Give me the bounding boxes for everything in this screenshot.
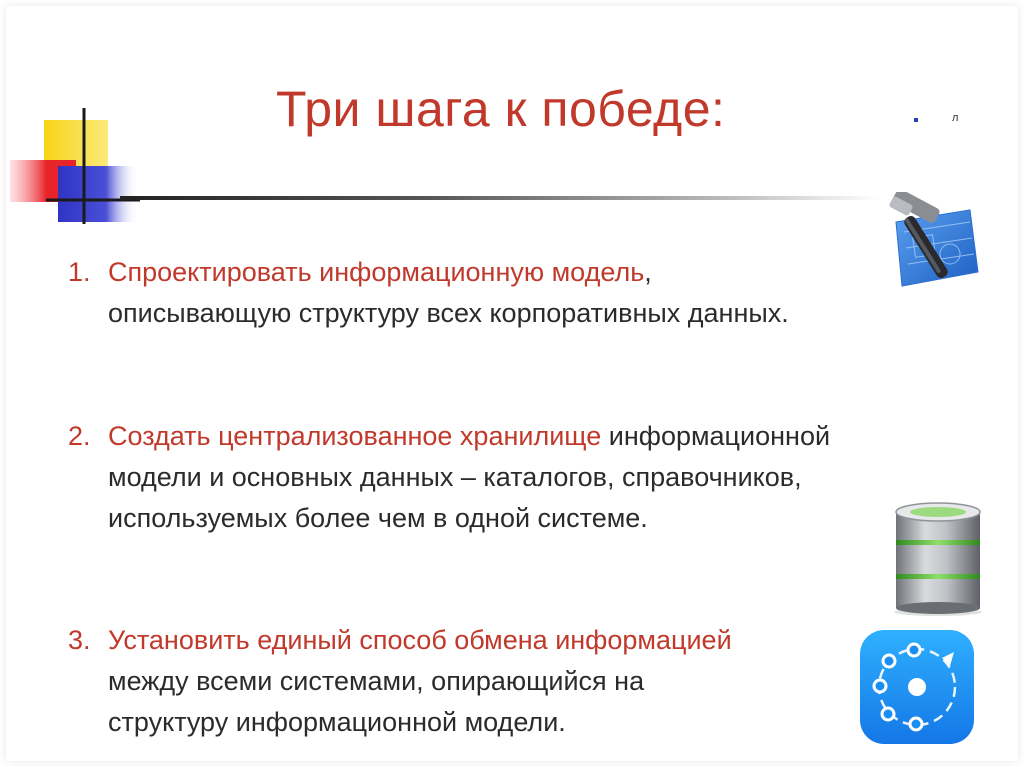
item-number: 1. — [68, 257, 91, 287]
list-item-1 — [68, 252, 789, 334]
item-number: 2. — [68, 421, 91, 451]
item-number: 3. — [68, 625, 91, 655]
item-text: структуру информационной модели. — [108, 707, 566, 737]
item-highlight: Создать централизованное хранилище — [108, 421, 602, 451]
title-underline — [120, 196, 880, 200]
database-icon — [888, 500, 988, 618]
item-text: , — [644, 257, 652, 287]
item-text: модели и основных данных – каталогов, справочников, — [108, 462, 802, 492]
blueprint-hammer-icon — [884, 192, 984, 292]
bullet-dot — [914, 118, 918, 122]
list-item-3 — [68, 620, 732, 743]
item-text: между всеми системами, опирающийся на — [108, 666, 645, 696]
item-text: описывающую структуру всех корпоративных данных. — [108, 298, 789, 328]
network-sync-icon — [858, 628, 976, 746]
corner-decoration — [0, 0, 140, 230]
item-highlight: Установить единый способ обмена информацией — [108, 625, 732, 655]
item-highlight: Спроектировать информационную модель — [108, 257, 645, 287]
item-text: информационной — [601, 421, 831, 451]
slide-title: Три шага к победе: — [276, 81, 726, 137]
list-item-2 — [68, 416, 830, 539]
corner-mark: л — [952, 112, 959, 124]
deco-blue-square — [58, 166, 138, 222]
item-text: используемых более чем в одной системе. — [108, 503, 648, 533]
